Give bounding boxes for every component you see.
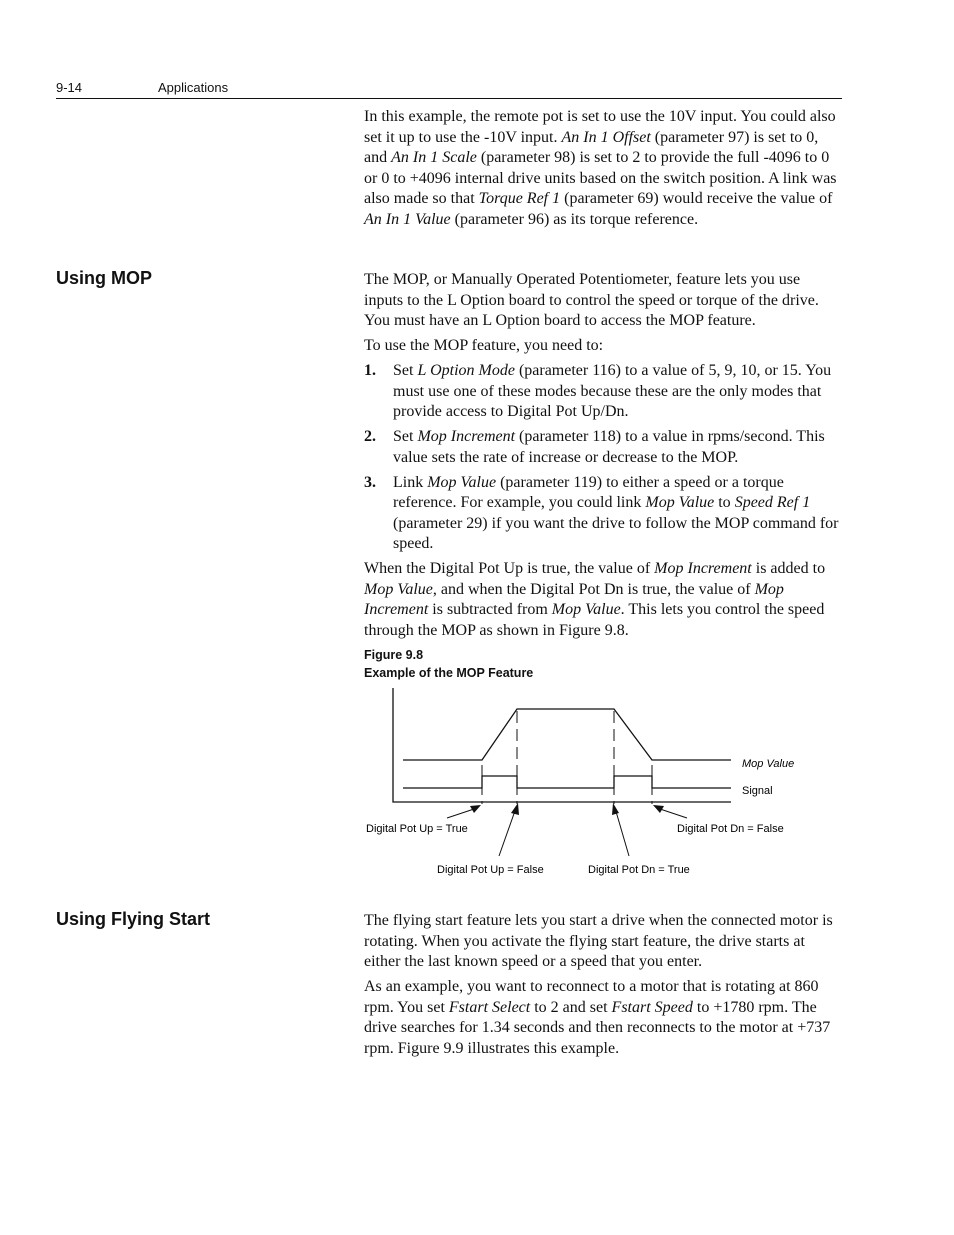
running-header: Applications: [158, 80, 229, 95]
parameter-name: Fstart Speed: [611, 998, 693, 1016]
step-text: Set Mop Increment (parameter 118) to a value in rpms/second. This value sets the rate of increase or decrease to the MOP.: [393, 428, 825, 466]
axes: [393, 688, 731, 802]
arrowhead: [511, 803, 519, 815]
mop-value-label: Mop Value: [742, 758, 795, 770]
pointer-line: [499, 808, 516, 856]
parameter-name: Mop Value: [427, 473, 497, 491]
step-text: Set L Option Mode (parameter 116) to a value of 5, 9, 10, or 15. You must use one of these modes because these are the only modes that provide access to Digital Pot Up/Dn.: [393, 362, 832, 420]
mop-value-trace: [403, 709, 731, 760]
parameter-name: Fstart Select: [448, 998, 531, 1016]
signal-trace: [403, 776, 731, 788]
figure-number: Figure 9.8: [364, 648, 424, 662]
heading-using-mop: Using MOP: [56, 268, 153, 288]
figure-title: Example of the MOP Feature: [364, 666, 534, 680]
arrowhead: [653, 805, 664, 813]
parameter-name: An In 1 Scale: [391, 149, 477, 166]
parameter-name: Mop Increment: [364, 580, 784, 618]
parameter-name: Mop Value: [551, 601, 621, 618]
page-number: 9-14: [56, 80, 83, 95]
flying-paragraph: The flying start feature lets you start a drive when the connected motor is rotating. When you activate the flying start feature, the drive starts at either the last known speed or a speed that you enter.: [364, 912, 833, 970]
pointer-line: [615, 808, 629, 856]
parameter-name: Speed Ref 1: [734, 494, 811, 511]
parameter-name: Torque Ref 1: [478, 190, 561, 207]
step-number: 3.: [364, 473, 376, 491]
parameter-name: L Option Mode: [417, 362, 515, 379]
flying-paragraph: As an example, you want to reconnect to a motor that is rotating at 860 rpm. You set Fstart Select to 2 and set Fstart Speed to +1780 rpm. The drive searches for 1.34 seconds and then reconnects to the motor at +737 rpm. Figure 9.9 illustrates this example.: [364, 978, 831, 1057]
parameter-name: Mop Value: [645, 494, 715, 511]
parameter-name: Mop Increment: [417, 428, 516, 445]
dn-false-label: Digital Pot Dn = False: [677, 823, 784, 835]
arrowhead: [612, 803, 619, 815]
mop-paragraph: To use the MOP feature, you need to:: [364, 337, 604, 354]
parameter-name: Mop Value: [364, 580, 433, 598]
heading-using-flying-start: Using Flying Start: [56, 909, 211, 929]
flying-start-section: [364, 911, 842, 1064]
mop-paragraph: The MOP, or Manually Operated Potentiometer, feature lets you use inputs to the L Option board to control the speed or torque of the drive. You must have an L Option board to access the MOP feature.: [364, 271, 819, 329]
parameter-name: An In 1 Offset: [561, 128, 651, 146]
arrowhead: [470, 805, 481, 813]
parameter-name: An In 1 Value: [364, 210, 451, 228]
step-number: 2.: [364, 428, 376, 445]
parameter-name: Mop Increment: [654, 560, 752, 577]
step-text: Link Mop Value (parameter 119) to either a speed or a torque reference. For example, you could link Mop Value to Speed Ref 1 (parameter 29) if you want the drive to follow the MOP command for speed.: [393, 473, 839, 552]
mop-paragraph: When the Digital Pot Up is true, the value of Mop Increment is added to Mop Value, and when the Digital Pot Dn is true, the value of Mop Increment is subtracted from Mop Value. This lets you control the speed through the MOP as shown in Figure 9.8.: [364, 560, 826, 639]
step-number: 1.: [364, 362, 376, 379]
signal-label: Signal: [742, 785, 773, 797]
up-false-label: Digital Pot Up = False: [437, 864, 544, 876]
intro-paragraph: In this example, the remote pot is set to use the 10V input. You could also set it up to use the -10V input. An In 1 Offset (parameter 97) is set to 0, and An In 1 Scale (parameter 98) is set to 2 to provide the full -4096 to 0 or 0 to +4096 internal drive units based on the switch position. A link was also made so that Torque Ref 1 (parameter 69) would receive the value of An In 1 Value (parameter 96) as its torque reference.: [364, 108, 837, 228]
up-true-label: Digital Pot Up = True: [366, 823, 468, 835]
dn-true-label: Digital Pot Dn = True: [588, 864, 690, 876]
